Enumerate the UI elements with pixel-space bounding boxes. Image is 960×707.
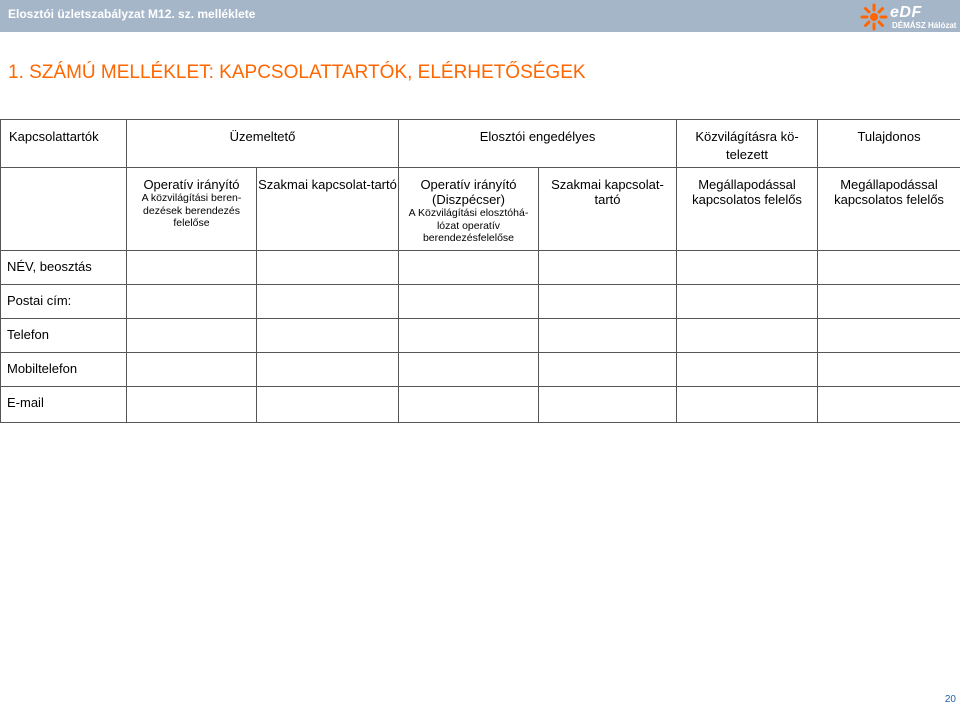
role-cell <box>677 168 818 251</box>
column-header-owner: Tulajdonos <box>818 120 960 168</box>
table-cell[interactable] <box>399 285 539 319</box>
table-cell[interactable] <box>818 353 960 387</box>
table-cell[interactable] <box>539 285 677 319</box>
role-cell <box>539 168 677 251</box>
column-header-distribution-licensee: Elosztói engedélyes <box>399 120 677 168</box>
document-header-title: Elosztói üzletszabályzat M12. sz. melléklete <box>8 7 256 21</box>
table-row <box>1 285 960 319</box>
column-header-contacts: Kapcsolattartók <box>1 120 127 168</box>
table-cell[interactable] <box>127 387 257 423</box>
table-cell[interactable] <box>127 285 257 319</box>
table-cell[interactable] <box>539 251 677 285</box>
table-row <box>1 387 960 423</box>
table-cell[interactable] <box>818 285 960 319</box>
contacts-table <box>0 119 960 423</box>
table-cell[interactable] <box>539 387 677 423</box>
edf-logo <box>858 2 958 32</box>
table-cell[interactable] <box>539 319 677 353</box>
role-title: Megállapodással kapcsolatos felelős <box>692 177 802 207</box>
role-cell <box>127 168 257 251</box>
table-cell[interactable] <box>257 319 399 353</box>
table-cell[interactable] <box>257 251 399 285</box>
table-cell[interactable] <box>257 353 399 387</box>
table-cell[interactable] <box>127 251 257 285</box>
row-label-email: E-mail <box>1 387 127 423</box>
role-description: A közvilágítási beren-dezések berendezés felelőse <box>141 192 242 229</box>
row-label-phone: Telefon <box>1 319 127 353</box>
header-bar <box>0 0 960 32</box>
table-row <box>1 353 960 387</box>
role-cell <box>257 168 399 251</box>
row-label-name: NÉV, beosztás <box>1 251 127 285</box>
table-cell[interactable] <box>399 319 539 353</box>
page-number: 20 <box>944 694 956 705</box>
row-label-mobile: Mobiltelefon <box>1 353 127 387</box>
table-cell[interactable] <box>399 353 539 387</box>
table-cell[interactable] <box>257 387 399 423</box>
role-title: Megállapodással kapcsolatos felelős <box>834 177 944 207</box>
table-cell[interactable] <box>677 319 818 353</box>
roles-empty-cell <box>1 168 127 251</box>
table-cell[interactable] <box>257 285 399 319</box>
table-cell[interactable] <box>677 387 818 423</box>
role-title: Szakmai kapcsolat-tartó <box>258 177 397 192</box>
table-cell[interactable] <box>818 387 960 423</box>
column-header-lighting-obligor: Közvilágításra kö-telezett <box>677 120 818 168</box>
table-cell[interactable] <box>127 319 257 353</box>
table-row <box>1 319 960 353</box>
table-roles-row <box>1 168 960 251</box>
role-description: A Közvilágítási elosztóhá-lózat operatív berendezésfelelőse <box>408 207 529 244</box>
table-cell[interactable] <box>399 251 539 285</box>
table-cell[interactable] <box>677 285 818 319</box>
role-title: Operatív irányító <box>143 177 240 192</box>
table-cell[interactable] <box>127 353 257 387</box>
column-header-operator: Üzemeltető <box>127 120 399 168</box>
table-cell[interactable] <box>677 251 818 285</box>
table-cell[interactable] <box>539 353 677 387</box>
logo-brand-text: eDF <box>890 4 922 21</box>
table-row <box>1 251 960 285</box>
edf-logo-icon <box>860 3 888 31</box>
role-title: Operatív irányító (Diszpécser) <box>420 177 517 207</box>
row-label-address: Postai cím: <box>1 285 127 319</box>
role-cell <box>818 168 960 251</box>
table-cell[interactable] <box>677 353 818 387</box>
page-title: 1. SZÁMÚ MELLÉKLET: KAPCSOLATTARTÓK, ELÉRHETŐSÉGEK <box>8 62 586 83</box>
table-cell[interactable] <box>399 387 539 423</box>
table-cell[interactable] <box>818 319 960 353</box>
table-cell[interactable] <box>818 251 960 285</box>
role-title: Szakmai kapcsolat-tartó <box>551 177 664 207</box>
logo-subtitle: DÉMÁSZ Hálózat <box>892 21 957 30</box>
role-cell <box>399 168 539 251</box>
table-header-row <box>1 120 960 168</box>
